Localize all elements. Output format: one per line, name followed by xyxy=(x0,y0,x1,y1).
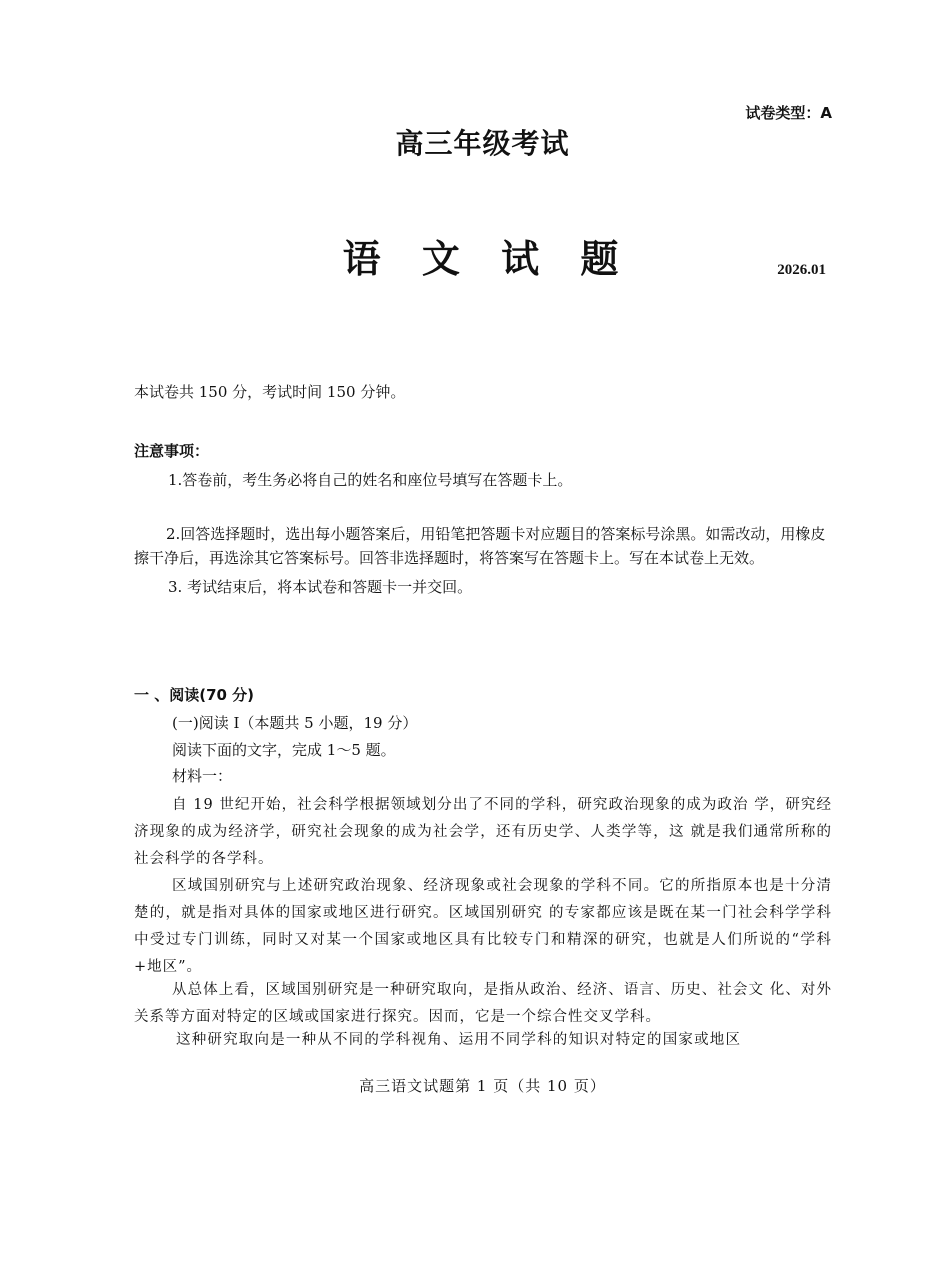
material-paragraph: 自 19 世纪开始，社会科学根据领域划分出了不同的学科，研究政治现象的成为政治 学，研究经济现象的成为经济学，研究社会现象的成为社会学，还有历史学、人类学等，这 就是我们通常所称的社会科学的各学科。 xyxy=(134,797,832,867)
reading-instruction: 阅读下面的文字，完成 1～5 题。 xyxy=(172,741,396,759)
paper-type-label: 试卷类型：A xyxy=(745,104,832,122)
exam-date: 2026.01 xyxy=(777,262,826,278)
notice-item: 3. 考试结束后，将本试卷和答题卡一并交回。 xyxy=(168,578,473,596)
subsection-heading: (一)阅读 I（本题共 5 小题，19 分） xyxy=(172,714,418,732)
material-paragraph: 从总体上看，区域国别研究是一种研究取向，是指从政治、经济、语言、历史、社会文 化、对外关系等方面对特定的区域或国家进行探究。因而，它是一个综合性交叉学科。 xyxy=(134,982,832,1025)
page-footer: 高三语文试题第 1 页（共 10 页） xyxy=(359,1077,606,1095)
subject-title: 语 文 试 题 xyxy=(342,237,633,281)
material-label: 材料一： xyxy=(172,767,233,785)
notice-item: 2.回答选择题时，选出每小题答案后，用铅笔把答题卡对应题目的答案标号涂黑。如需改动，用橡皮擦干净后，再选涂其它答案标号。回答非选择题时，将答案写在答题卡上。写在本试卷上无效。 xyxy=(134,525,826,567)
notice-item: 1.答卷前，考生务必将自己的姓名和座位号填写在答题卡上。 xyxy=(168,471,573,489)
exam-title: 高三年级考试 xyxy=(395,127,570,160)
material-paragraph: 区域国别研究与上述研究政治现象、经济现象或社会现象的学科不同。它的所指原本也是十分清楚的，就是指对具体的国家或地区进行研究。区域国别研究 的专家都应该是既在某一门社会科学学科中受过专门训练，同时又对某一个国家或地区具有比较专门和精深的研究，也就是人们所说的“学科+地区”。 xyxy=(134,878,832,975)
material-paragraph: 这种研究取向是一种从不同的学科视角、运用不同学科的知识对特定的国家或地区 xyxy=(176,1032,742,1048)
notice-heading: 注意事项： xyxy=(134,442,210,460)
section-heading: 一 、阅读(70 分) xyxy=(134,686,255,704)
exam-intro: 本试卷共 150 分，考试时间 150 分钟。 xyxy=(134,383,406,401)
